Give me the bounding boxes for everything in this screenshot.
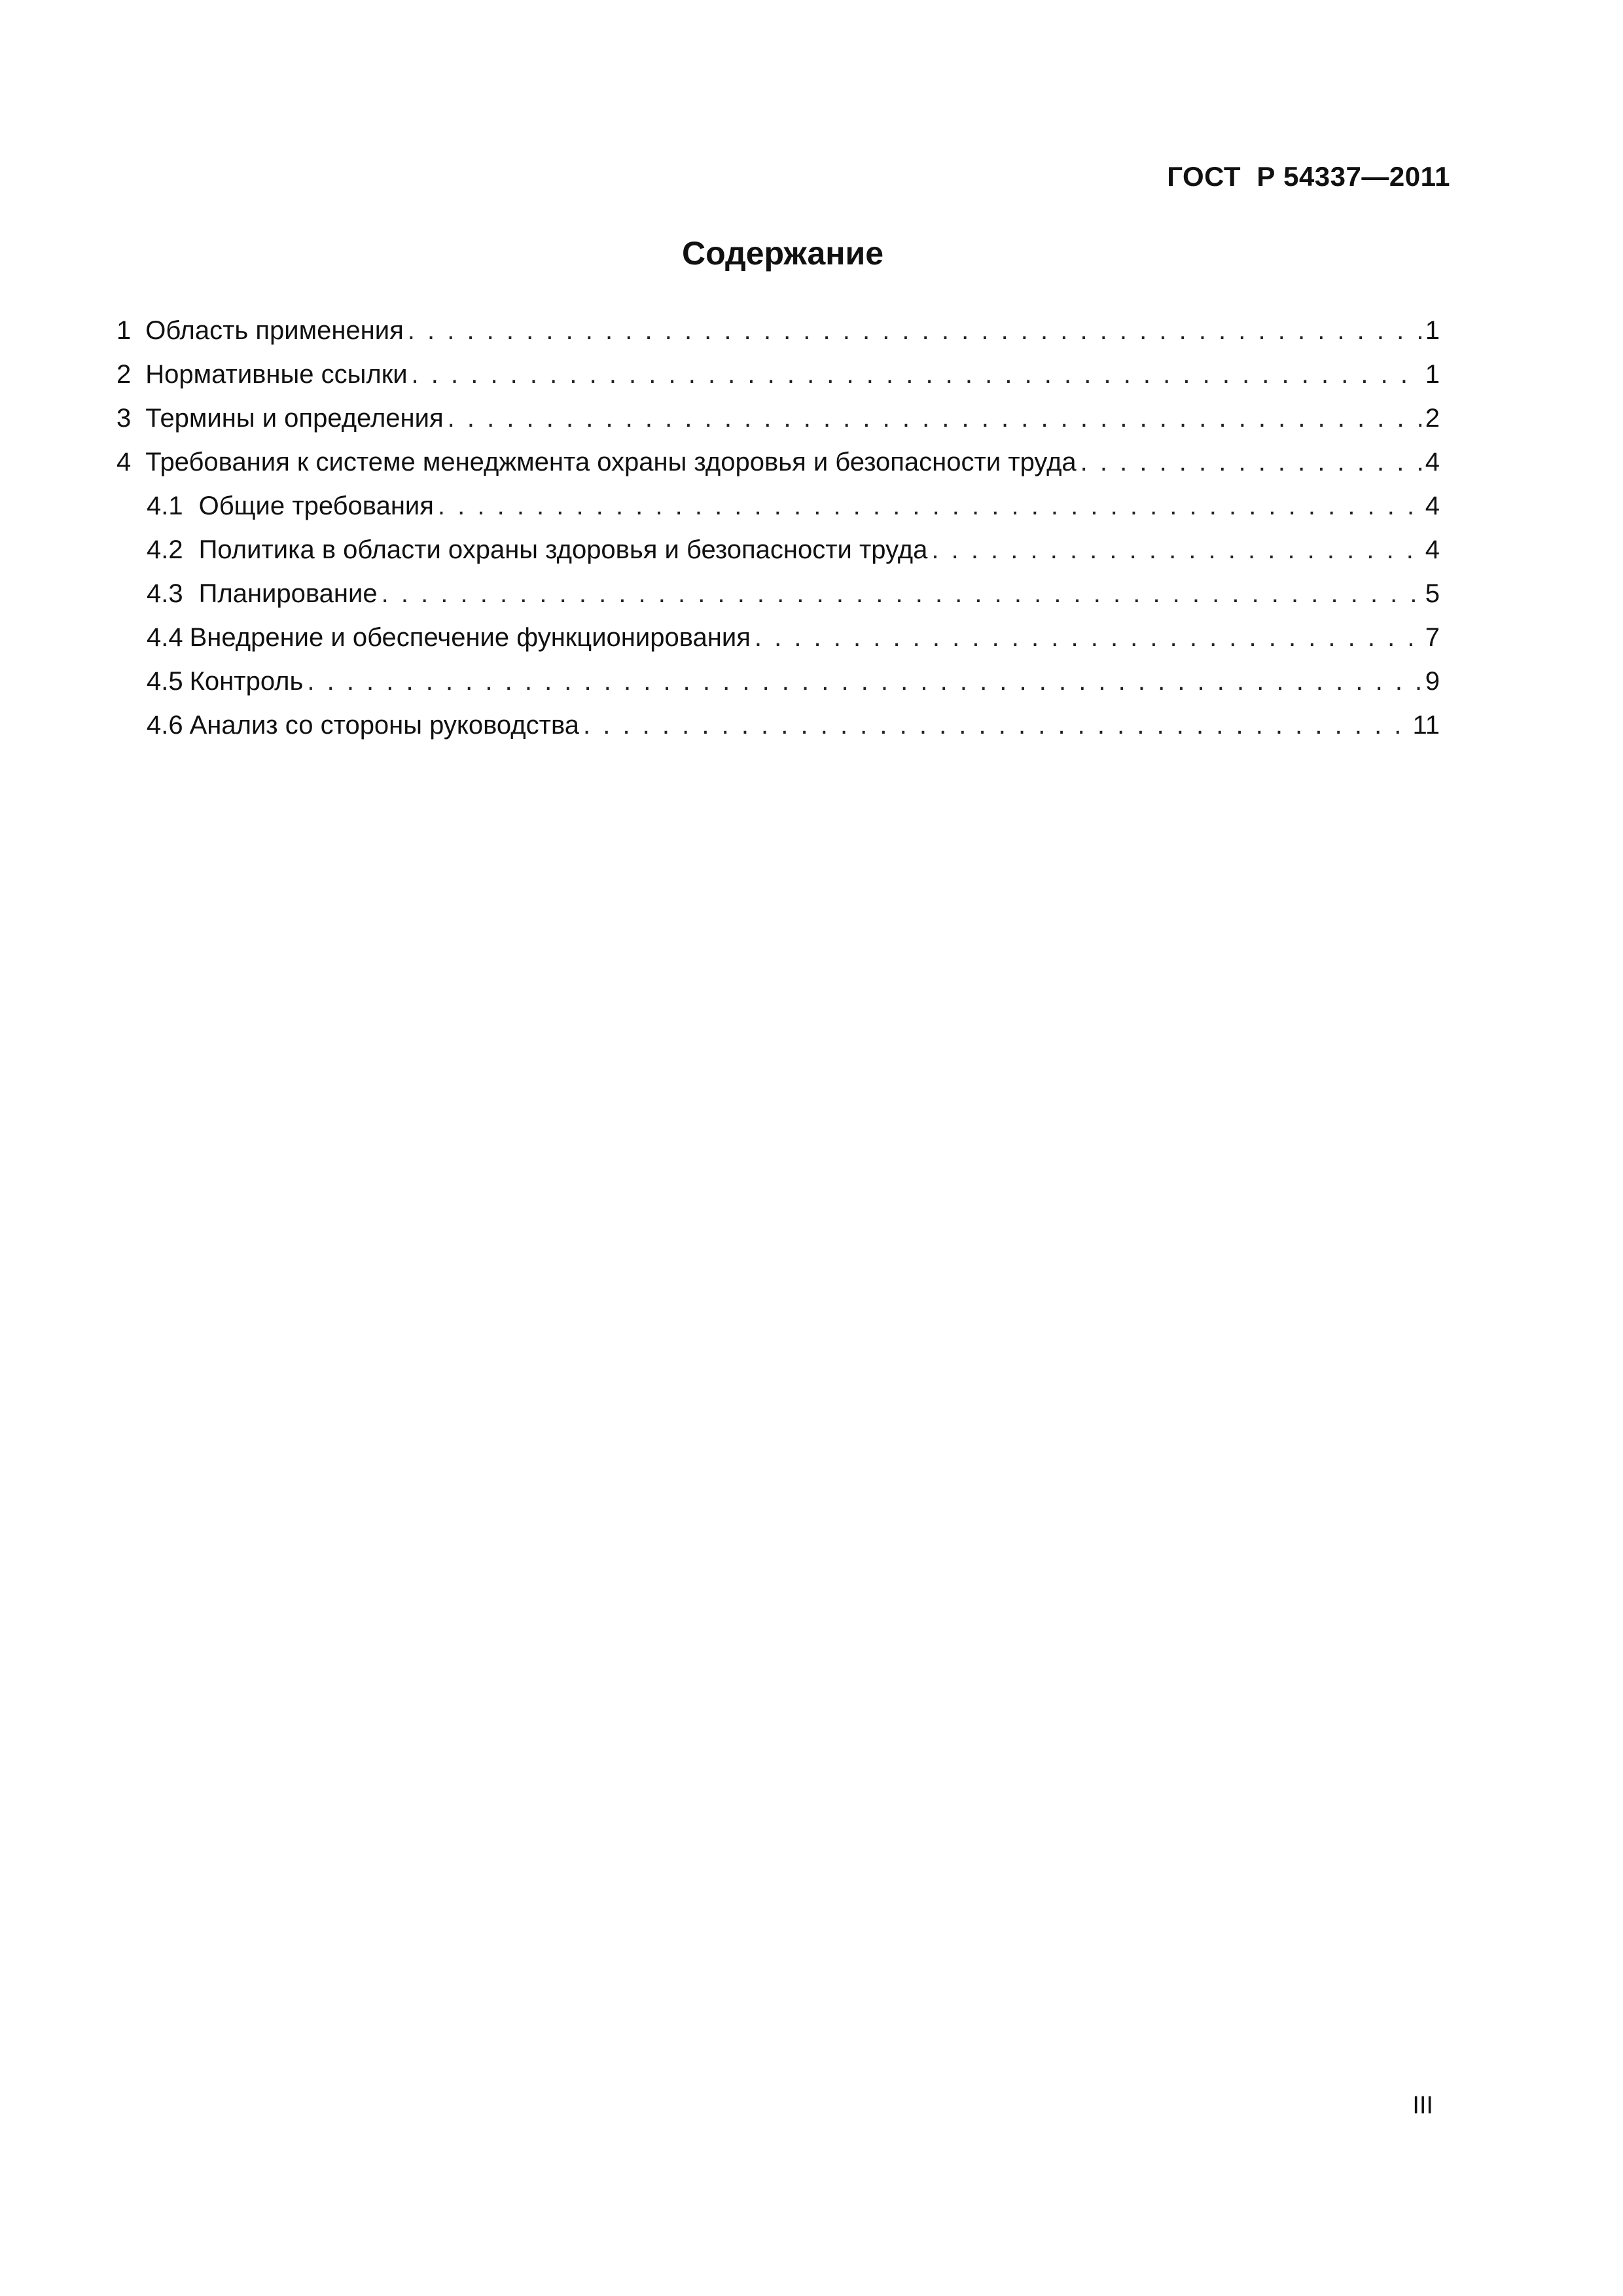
toc-entry-4[interactable] [116,440,1440,484]
toc-entry-label: Область применения [145,316,404,345]
toc-dot-leader [448,397,1421,440]
toc-entry-label: Контроль [189,667,304,696]
toc-entry-1[interactable] [116,309,1440,353]
toc-dot-leader [755,616,1421,660]
toc-entry-number: 4.1 [147,492,183,520]
toc-entry-label: Политика в области охраны здоровья и безопасности труда [198,535,928,564]
toc-entry-4-4[interactable] [116,616,1440,660]
toc-entry-page: 9 [1425,667,1440,696]
toc-entry-number: 4 [116,448,132,476]
toc-dot-leader [382,572,1421,616]
toc-entry-4-6[interactable] [116,704,1440,747]
toc-entry-number: 4.5 [147,667,183,696]
toc-dot-leader [583,704,1408,747]
toc-dot-leader [1080,440,1421,484]
toc-entry-label: Требования к системе менеджмента охраны здоровья и безопасности труда [145,448,1077,476]
toc-dot-leader [438,484,1421,528]
toc-entry-4-5[interactable] [116,660,1440,704]
toc-entry-label: Планирование [198,579,378,608]
toc-entry-label: Анализ со стороны руководства [189,711,579,740]
toc-entry-4-3[interactable] [116,572,1440,616]
toc-entry-page: 7 [1425,623,1440,652]
toc-entry-number: 3 [116,404,132,433]
table-of-contents [116,309,1440,747]
toc-entry-4-1[interactable] [116,484,1440,528]
toc-entry-label: Нормативные ссылки [145,360,408,389]
toc-entry-page: 2 [1425,404,1440,433]
toc-entry-number: 1 [116,316,132,345]
toc-entry-number: 4.6 [147,711,183,740]
toc-dot-leader [408,309,1421,353]
toc-entry-label: Внедрение и обеспечение функционирования [189,623,751,652]
toc-entry-number: 4.3 [147,579,183,608]
toc-entry-label: Термины и определения [145,404,444,433]
toc-entry-number: 4.2 [147,535,183,564]
toc-dot-leader [307,660,1421,704]
toc-entry-number: 4.4 [147,623,183,652]
toc-entry-page: 4 [1425,535,1440,564]
toc-entry-page: 4 [1425,492,1440,520]
toc-title: Содержание [681,235,884,272]
toc-entry-number: 2 [116,360,132,389]
toc-entry-label: Общие требования [198,492,434,520]
toc-entry-4-2[interactable] [116,528,1440,572]
page-number: III [1412,2092,1433,2119]
toc-entry-page: 11 [1412,711,1440,740]
toc-entry-page: 5 [1425,579,1440,608]
toc-entry-page: 4 [1425,448,1440,476]
toc-entry-3[interactable] [116,397,1440,440]
toc-entry-2[interactable] [116,353,1440,397]
toc-entry-page: 1 [1425,360,1440,389]
toc-dot-leader [412,353,1421,397]
toc-dot-leader [931,528,1421,572]
document-code: ГОСТ Р 54337—2011 [1167,161,1450,192]
toc-entry-page: 1 [1425,316,1440,345]
